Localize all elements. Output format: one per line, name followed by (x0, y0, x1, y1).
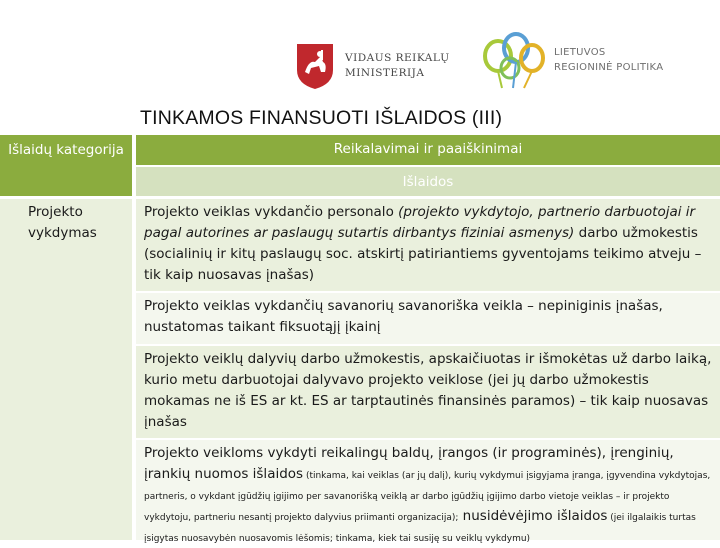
row-text: Projekto veiklų dalyvių darbo užmokestis, apskaičiuotas ir išmokėtas už darbo laiką, kurio metu darbuotojai dalyvavo projekto veiklose (jei jų darbo užmokestis mokamas ne iš ES ar kt. ES ar tarptautinės finansinės paramos) – tik kaip nuosavas įnašas (144, 351, 712, 430)
header-requirements: Reikalavimai ir paaiškinimai (136, 135, 720, 165)
ministry-line-2: MINISTERIJA (345, 67, 425, 79)
ministry-line-1: VIDAUS REIKALŲ (345, 52, 450, 64)
row-text: nusidėvėjimo išlaidos (458, 508, 608, 524)
program-line-1: LIETUVOS (554, 47, 606, 58)
slide-title: TINKAMOS FINANSUOTI IŠLAIDOS (III) (140, 107, 503, 129)
category-project-implementation: Projekto vykdymas (0, 199, 132, 540)
ministry-name (345, 51, 450, 81)
row-note-small: (jei ilgalaikis turtas įsigytas nuosavybėn nuosavomis lėšomis; tinkama, kiek tai susiję su veiklų vykdymu) (144, 513, 696, 544)
row-text-italic: (projekto vykdytojo, partnerio darbuotojai ir pagal autorines ar paslaugų sutartis dirbantys fiziniai asmenys) (144, 204, 696, 241)
ministry-logo (295, 42, 450, 90)
logo-bar (295, 30, 715, 90)
row-text: Projekto veikloms vykdyti reikalingų baldų, įrangos (ir programinės), įrenginių, įrankių nuomos išlaidos (144, 445, 674, 482)
regional-policy-logo-icon (480, 30, 550, 90)
program-line-2: REGIONINĖ POLITIKA (554, 62, 664, 73)
table-row (136, 199, 720, 291)
header-expenses: Išlaidos (136, 167, 720, 196)
regional-policy-name (554, 45, 663, 75)
lithuanian-coat-of-arms-icon (295, 42, 335, 90)
table-row (136, 440, 720, 544)
row-text: Projekto veiklas vykdančio personalo (144, 204, 399, 220)
table-row (136, 346, 720, 438)
regional-policy-logo (480, 30, 663, 90)
row-text: darbo užmokestis (socialinių ir kitų paslaugų soc. atskirtį patiriantiems gyventojams teikimo atveju – tik kaip nuosavas įnašas) (144, 225, 702, 283)
table-row (136, 293, 720, 344)
row-note-small: (tinkama, kai veiklas (ar jų dalį), kurių vykdymui įsigyjama įranga, įgyvendina vykdytojas, partneris, o vykdant įgūdžių įgijimo per savanorišką veiklą ar darbo įgūdžių įgijimo darbo vietoje veiklas – ir projekto vykdytoju, partneriu nesantį projekto dalyvius priimanti organizacija); (144, 471, 711, 523)
header-expense-category: Išlaidų kategorija (0, 135, 132, 196)
row-text: Projekto veiklas vykdančių savanorių savanoriška veikla – nepiniginis įnašas, nustatomas taikant fiksuotąjį įkainį (144, 298, 663, 335)
